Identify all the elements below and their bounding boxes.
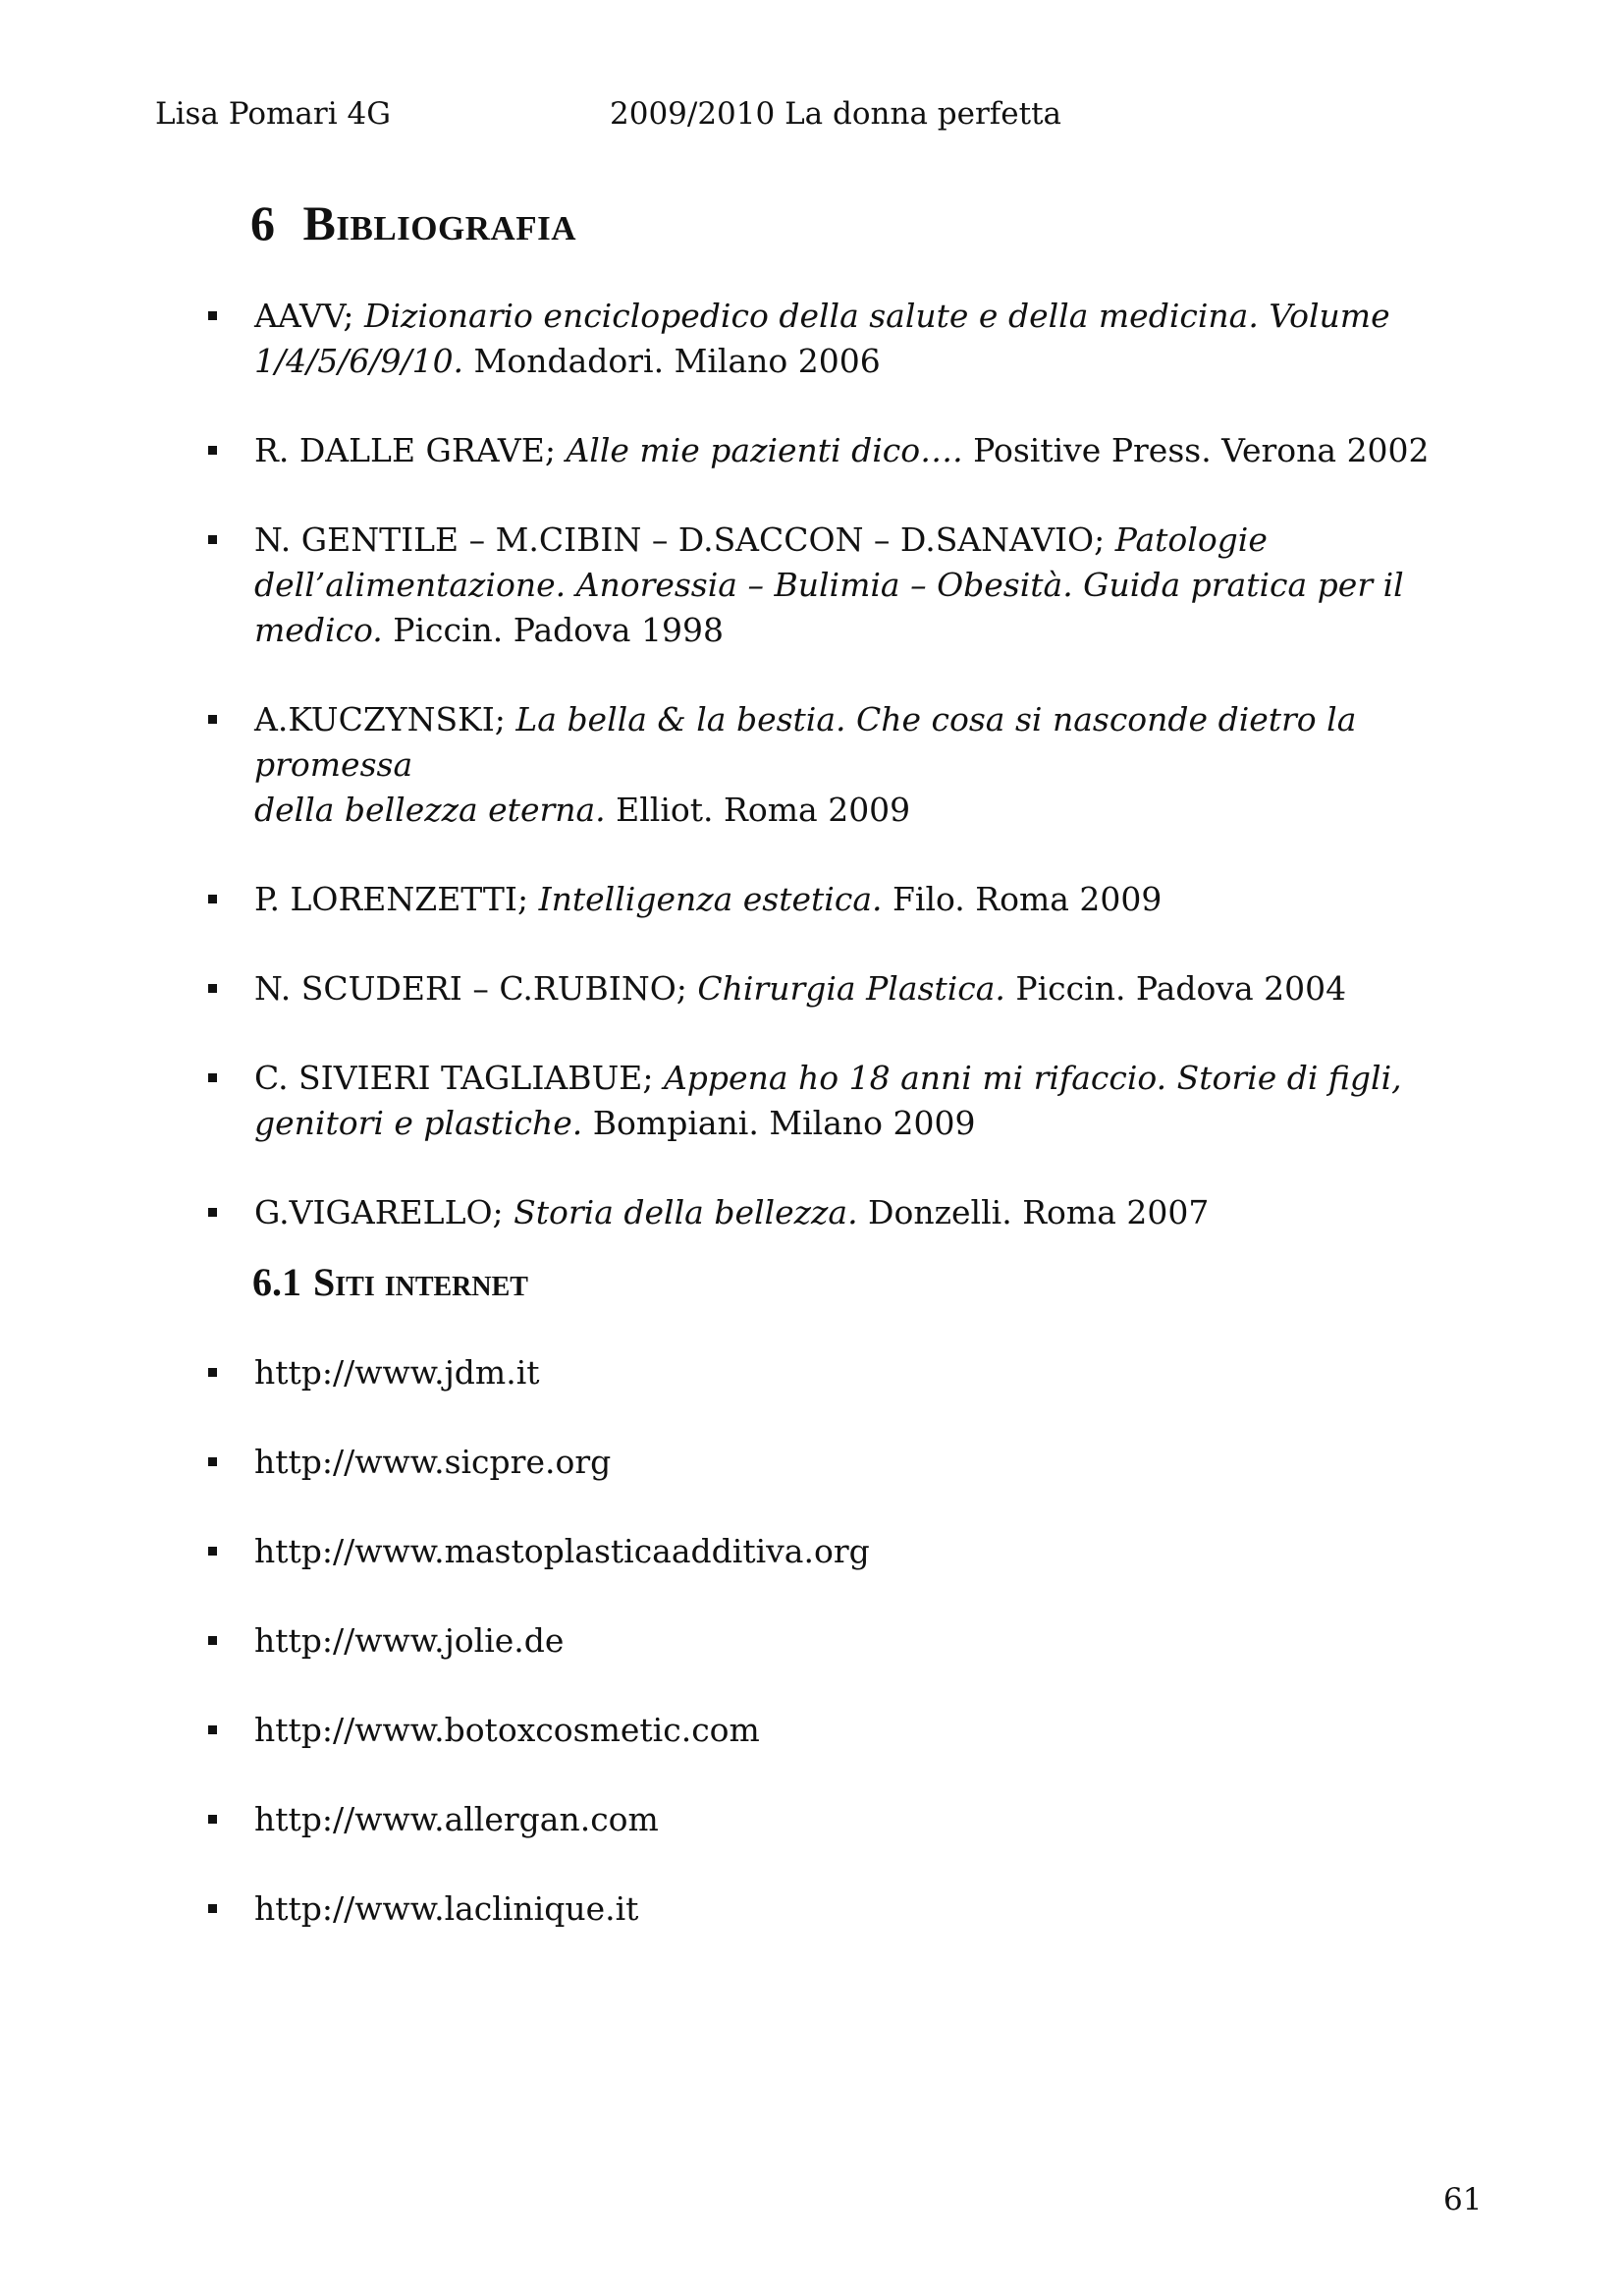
entry-title-text: Chirurgia Plastica. <box>697 969 1005 1008</box>
entry-text: Positive Press. Verona 2002 <box>962 431 1430 469</box>
entry-text: P. LORENZETTI; <box>254 880 539 918</box>
entry-line <box>254 1056 1485 1101</box>
website-item <box>208 1886 1485 1932</box>
bullet-icon <box>208 1208 217 1217</box>
entry-title-text: genitori e plastiche. <box>254 1104 583 1142</box>
entry-title-text: Appena ho 18 anni mi rifaccio. Storie di figli, <box>663 1059 1402 1097</box>
entry-text: Piccin. Padova 2004 <box>1004 969 1347 1008</box>
entry-text: G.VIGARELLO; <box>254 1193 514 1231</box>
entry-title-text: dell’alimentazione. Anoressia – Bulimia – Obesità. Guida pratica per il <box>254 566 1404 604</box>
bullet-icon <box>208 535 217 544</box>
entry-line <box>254 697 1485 788</box>
website-link[interactable]: http://www.jdm.it <box>254 1353 540 1392</box>
website-link[interactable]: http://www.sicpre.org <box>254 1443 612 1481</box>
entry-line <box>254 966 1485 1011</box>
bullet-icon <box>208 1547 217 1556</box>
entry-text: R. DALLE GRAVE; <box>254 431 567 469</box>
entry-line <box>254 788 1485 833</box>
entry-title-text: Storia della bellezza. <box>514 1193 858 1231</box>
entry-line <box>254 294 1485 339</box>
website-item <box>208 1618 1485 1664</box>
entry-text: Donzelli. Roma 2007 <box>857 1193 1210 1231</box>
entry-text: Piccin. Padova 1998 <box>382 611 724 649</box>
bullet-icon <box>208 1457 217 1466</box>
bullet-icon <box>208 984 217 993</box>
bullet-icon <box>208 446 217 455</box>
bibliography-entry <box>208 1056 1485 1146</box>
bullet-icon <box>208 1636 217 1645</box>
website-link[interactable]: http://www.botoxcosmetic.com <box>254 1711 760 1749</box>
entry-text: Bompiani. Milano 2009 <box>582 1104 976 1142</box>
entry-title-text: Alle mie pazienti dico…. <box>566 431 963 469</box>
entry-title-text: Patologie <box>1114 520 1268 559</box>
entry-text: AAVV; <box>254 297 364 335</box>
page-number: 61 <box>1443 2182 1483 2217</box>
entry-line <box>254 339 1485 384</box>
entry-line <box>254 1101 1485 1146</box>
entry-line <box>254 563 1485 608</box>
website-link[interactable]: http://www.allergan.com <box>254 1800 659 1838</box>
subsection-number: 6.1 <box>252 1260 301 1304</box>
bullet-icon <box>208 1725 217 1734</box>
header-author: Lisa Pomari 4G <box>155 96 391 132</box>
bullet-icon <box>208 311 217 320</box>
header-title: 2009/2010 La donna perfetta <box>610 96 1062 132</box>
entry-text: N. GENTILE – M.CIBIN – D.SACCON – D.SANAVIO; <box>254 520 1115 559</box>
bibliography-entry <box>208 294 1485 384</box>
entry-text: Mondadori. Milano 2006 <box>463 342 881 380</box>
website-item <box>208 1440 1485 1485</box>
entry-line <box>254 1190 1485 1235</box>
bibliography-entry <box>208 518 1485 653</box>
entry-text: Elliot. Roma 2009 <box>605 791 911 829</box>
entry-line <box>254 428 1485 473</box>
website-item <box>208 1708 1485 1753</box>
entry-text: A.KUCZYNSKI; <box>254 700 516 738</box>
subsection-heading <box>252 1259 528 1305</box>
entry-title-text: medico. <box>254 611 383 649</box>
website-link[interactable]: http://www.jolie.de <box>254 1621 565 1660</box>
website-link[interactable]: http://www.laclinique.it <box>254 1889 639 1928</box>
section-heading <box>250 194 576 251</box>
bullet-icon <box>208 1368 217 1377</box>
entry-text: C. SIVIERI TAGLIABUE; <box>254 1059 664 1097</box>
entry-title-text: Intelligenza estetica. <box>538 880 883 918</box>
bullet-icon <box>208 715 217 724</box>
bullet-icon <box>208 895 217 903</box>
section-title: Bibliografia <box>302 195 577 250</box>
entry-line <box>254 608 1485 653</box>
bibliography-list <box>208 294 1485 1235</box>
bibliography-entry <box>208 1190 1485 1235</box>
bullet-icon <box>208 1904 217 1913</box>
subsection-title: Siti internet <box>313 1260 528 1304</box>
entry-title-text: Dizionario enciclopedico della salute e della medicina. Volume <box>363 297 1390 335</box>
website-item <box>208 1529 1485 1574</box>
entry-title-text: La bella & la bestia. Che cosa si nasconde dietro la promessa <box>254 700 1357 784</box>
website-item <box>208 1797 1485 1842</box>
bibliography-entry <box>208 697 1485 833</box>
section-number: 6 <box>250 195 276 250</box>
entry-title-text: 1/4/5/6/9/10. <box>254 342 464 380</box>
website-item <box>208 1350 1485 1395</box>
bibliography-entry <box>208 966 1485 1011</box>
bullet-icon <box>208 1073 217 1082</box>
bibliography-entry <box>208 428 1485 473</box>
website-list <box>208 1350 1485 1932</box>
entry-line <box>254 877 1485 922</box>
entry-text: N. SCUDERI – C.RUBINO; <box>254 969 698 1008</box>
entry-text: Filo. Roma 2009 <box>882 880 1163 918</box>
bullet-icon <box>208 1815 217 1824</box>
website-link[interactable]: http://www.mastoplasticaadditiva.org <box>254 1532 870 1570</box>
entry-title-text: della bellezza eterna. <box>254 791 606 829</box>
bibliography-entry <box>208 877 1485 922</box>
entry-line <box>254 518 1485 563</box>
